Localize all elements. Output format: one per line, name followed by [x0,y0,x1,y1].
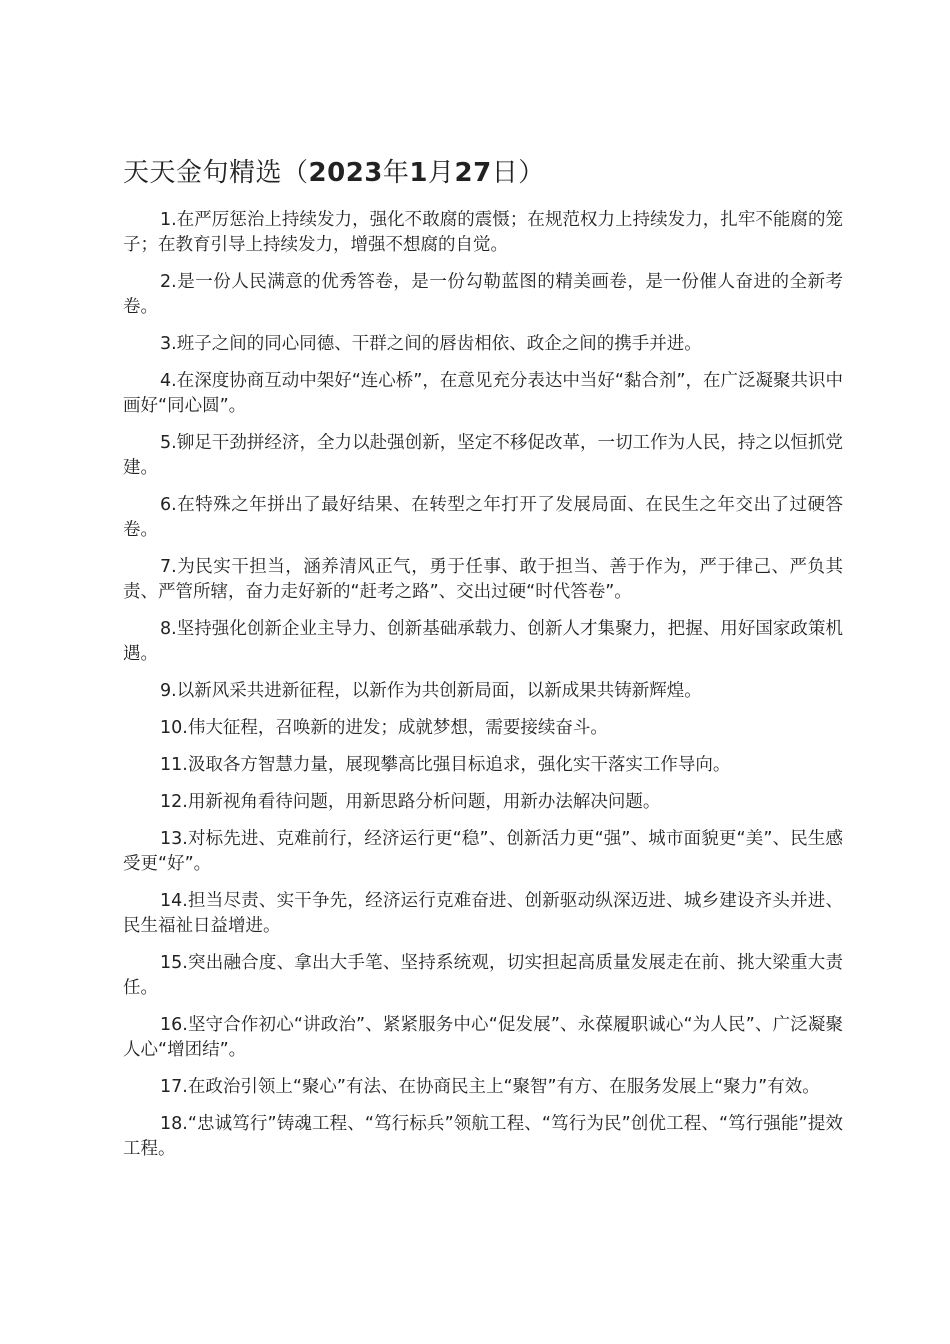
title-suffix: 日） [491,158,545,188]
quote-paragraph: 5.铆足干劲拼经济，全力以赴强创新，坚定不移促改革，一切工作为人民，持之以恒抓党建。 [123,433,843,478]
quote-paragraph: 7.为民实干担当，涵养清风正气，勇于任事、敢于担当、善于作为，严于律己、严负其责、严管所辖，奋力走好新的“赶考之路”、交出过硬“时代答卷”。 [123,557,843,602]
title-year: 2023 [308,158,383,188]
quote-paragraph: 16.坚守合作初心“讲政治”、紧紧服务中心“促发展”、永葆履职诚心“为人民”、广泛凝聚人心“增团结”。 [123,1015,843,1060]
quote-paragraph: 15.突出融合度、拿出大手笔、坚持系统观，切实担起高质量发展走在前、挑大梁重大责任。 [123,953,843,998]
quote-paragraph: 4.在深度协商互动中架好“连心桥”，在意见充分表达中当好“黏合剂”，在广泛凝聚共识中画好“同心圆”。 [123,371,843,416]
quote-paragraph: 13.对标先进、克难前行，经济运行更“稳”、创新活力更“强”、城市面貌更“美”、民生感受更“好”。 [123,829,843,874]
quote-paragraph: 11.汲取各方智慧力量，展现攀高比强目标追求，强化实干落实工作导向。 [160,755,731,775]
document-page [123,150,843,1174]
quote-paragraph: 2.是一份人民满意的优秀答卷，是一份勾勒蓝图的精美画卷，是一份催人奋进的全新考卷。 [123,272,843,317]
title-month: 1 [409,158,428,188]
title-prefix: 天天金句精选（ [123,158,309,188]
quote-paragraph: 10.伟大征程，召唤新的进发；成就梦想，需要接续奋斗。 [160,718,608,738]
quote-paragraph: 14.担当尽责、实干争先，经济运行克难奋进、创新驱动纵深迈进、城乡建设齐头并进、民生福祉日益增进。 [123,891,843,936]
title-year-unit: 年 [382,158,410,188]
document-title [123,150,843,196]
title-day: 27 [454,158,492,188]
title-month-unit: 月 [428,158,455,188]
quote-list [123,208,843,1162]
quote-paragraph: 12.用新视角看待问题，用新思路分析问题，用新办法解决问题。 [160,792,661,812]
quote-paragraph: 1.在严厉惩治上持续发力，强化不敢腐的震慑；在规范权力上持续发力，扎牢不能腐的笼子；在教育引导上持续发力，增强不想腐的自觉。 [123,210,843,255]
quote-paragraph: 6.在特殊之年拼出了最好结果、在转型之年打开了发展局面、在民生之年交出了过硬答卷。 [123,495,843,540]
quote-paragraph: 17.在政治引领上“聚心”有法、在协商民主上“聚智”有方、在服务发展上“聚力”有效。 [160,1077,820,1097]
quote-paragraph: 8.坚持强化创新企业主导力、创新基础承载力、创新人才集聚力，把握、用好国家政策机遇。 [123,619,843,664]
quote-paragraph: 9.以新风采共进新征程，以新作为共创新局面，以新成果共铸新辉煌。 [160,681,702,701]
quote-paragraph: 18.“忠诚笃行”铸魂工程、“笃行标兵”领航工程、“笃行为民”创优工程、“笃行强能”提效工程。 [123,1114,843,1159]
quote-paragraph: 3.班子之间的同心同德、干群之间的唇齿相依、政企之间的携手并进。 [160,334,702,354]
